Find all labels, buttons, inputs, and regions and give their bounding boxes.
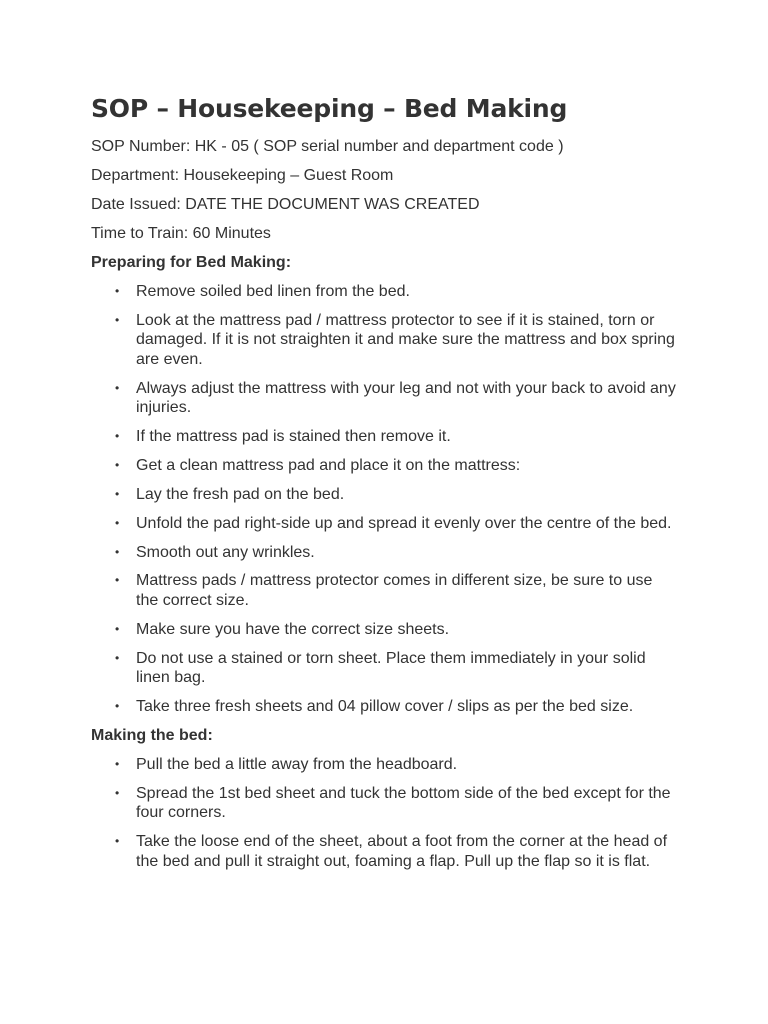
bullet-icon: • <box>115 573 120 588</box>
department-line: Department: Housekeeping – Guest Room <box>91 167 394 184</box>
list-item-text: Take three fresh sheets and 04 pillow cover / slips as per the bed size. <box>136 698 634 715</box>
bullet-icon: • <box>115 380 120 395</box>
list-item-text: Take the loose end of the sheet, about a foot from the corner at the head of the bed and pull it straight out, foaming a flap. Pull up the flap so it is flat. <box>136 833 668 870</box>
sop-number-line: SOP Number: HK - 05 ( SOP serial number and department code ) <box>91 138 564 155</box>
list-item-text: Always adjust the mattress with your leg and not with your back to avoid any injuries. <box>136 379 676 417</box>
document-meta <box>91 137 678 244</box>
bullet-list <box>91 282 678 716</box>
list-item <box>91 485 678 504</box>
bullet-icon: • <box>115 515 120 530</box>
bullet-icon: • <box>115 621 120 636</box>
list-item-text: If the mattress pad is stained then remove it. <box>136 427 451 445</box>
list-item-text: Get a clean mattress pad and place it on the mattress: <box>136 456 521 474</box>
list-item <box>91 832 678 871</box>
time-to-train-line: Time to Train: 60 Minutes <box>91 225 271 242</box>
list-item <box>91 456 678 475</box>
bullet-icon: • <box>115 785 120 800</box>
bullet-icon: • <box>115 428 120 443</box>
list-item <box>91 784 678 823</box>
list-item-text: Mattress pads / mattress protector comes in different size, be sure to use the correct size. <box>136 572 653 609</box>
section-heading: Making the bed: <box>91 726 213 744</box>
list-item <box>91 755 678 774</box>
bullet-icon: • <box>115 650 120 665</box>
list-item <box>91 620 678 639</box>
list-item <box>91 379 678 418</box>
bullet-icon: • <box>115 486 120 501</box>
bullet-icon: • <box>115 834 120 849</box>
section-preparing <box>91 253 678 716</box>
list-item <box>91 571 678 610</box>
list-item-text: Unfold the pad right-side up and spread it evenly over the centre of the bed. <box>136 514 672 532</box>
list-item <box>91 514 678 533</box>
bullet-icon: • <box>115 756 120 771</box>
list-item <box>91 543 678 562</box>
document-title: SOP – Housekeeping – Bed Making <box>91 94 568 123</box>
list-item-text: Pull the bed a little away from the headboard. <box>136 755 458 773</box>
list-item <box>91 427 678 446</box>
date-issued-line: Date Issued: DATE THE DOCUMENT WAS CREATED <box>91 196 480 213</box>
list-item <box>91 311 678 369</box>
bullet-icon: • <box>115 544 120 559</box>
list-item <box>91 282 678 301</box>
section-making-bed <box>91 726 678 871</box>
list-item-text: Do not use a stained or torn sheet. Place them immediately in your solid linen bag. <box>136 649 646 687</box>
list-item <box>91 649 678 688</box>
bullet-icon: • <box>115 699 120 713</box>
bullet-list <box>91 755 678 871</box>
list-item <box>91 697 678 716</box>
bullet-icon: • <box>115 457 120 472</box>
bullet-icon: • <box>115 312 120 327</box>
list-item-text: Make sure you have the correct size sheets. <box>136 620 450 638</box>
list-item-text: Lay the fresh pad on the bed. <box>136 485 345 503</box>
list-item-text: Remove soiled bed linen from the bed. <box>136 283 410 300</box>
section-heading: Preparing for Bed Making: <box>91 254 292 271</box>
bullet-icon: • <box>115 284 120 298</box>
list-item-text: Smooth out any wrinkles. <box>136 543 315 561</box>
list-item-text: Spread the 1st bed sheet and tuck the bottom side of the bed except for the four corners. <box>136 784 671 822</box>
list-item-text: Look at the mattress pad / mattress protector to see if it is stained, torn or damaged. If it is not straighten it and make sure the mattress and box spring are even. <box>136 311 675 368</box>
